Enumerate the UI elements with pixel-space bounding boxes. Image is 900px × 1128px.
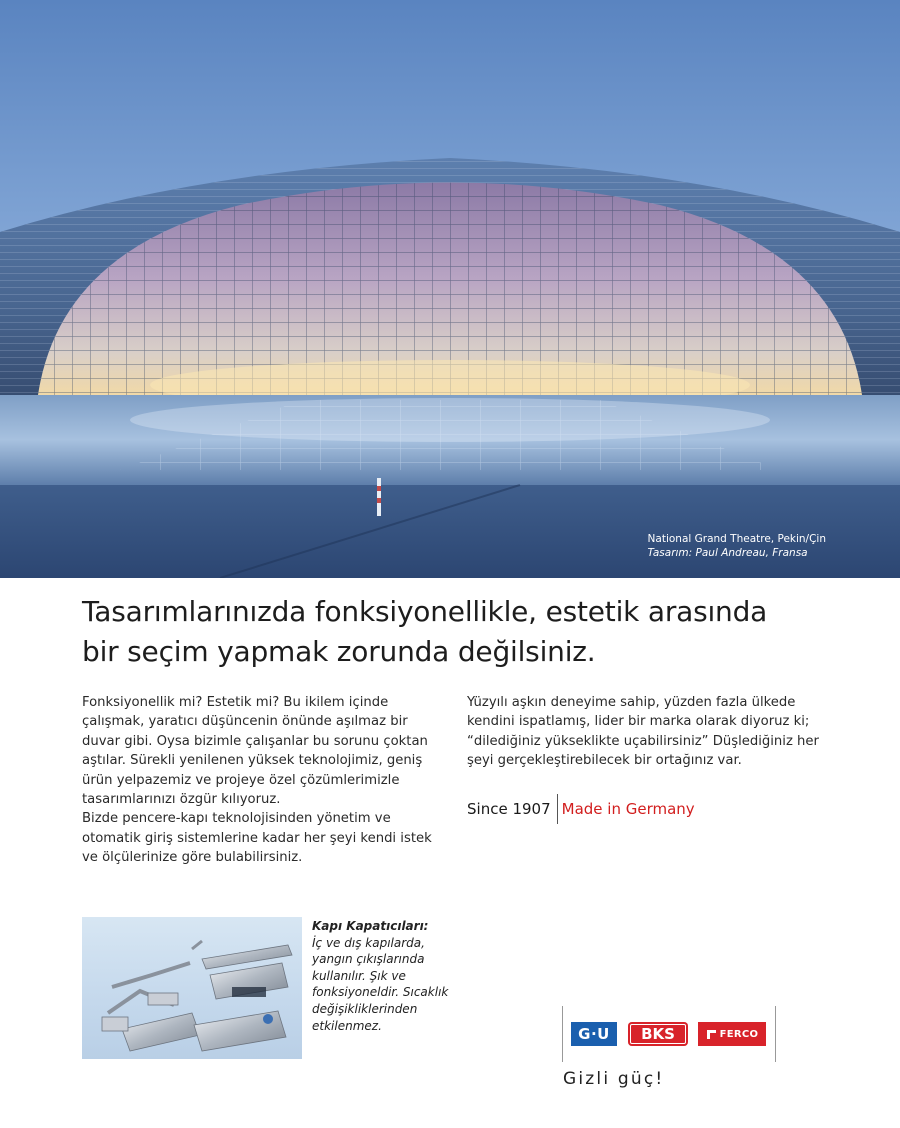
brand-logos [562,1006,776,1062]
ferco-logo [698,1022,766,1046]
gu-logo [571,1022,617,1046]
body-paragraph-1: Fonksiyonellik mi? Estetik mi? Bu ikilem içinde çalışmak, yaratıcı düşüncenin önünde aşılmaz bir duvar gibi. Oysa bizimle çalışanlar bu sorunu çoktan aştılar. Sürekli yenilenen yüksek teknolojimiz, geniş ürün yelpazemiz ve projeye özel çözümlerimizle tasarımlarınızı özgür kılıyoruz. [82,695,428,808]
made-in-germany-text: Made in Germany [561,800,695,818]
brand-tagline: Gizli güç! [563,1069,665,1089]
body-paragraph-2: Bizde pencere-kapı teknolojisinden yönetim ve otomatik giriş sistemlerine kadar her şeyi kendi istek ve ölçülerinize göre bulabilirsiniz. [82,811,432,866]
ferco-logo-text: FERCO [719,1028,759,1040]
body-left-column [82,693,432,868]
product-title: Kapı Kapatıcıları: [312,919,429,933]
bks-logo-text: BKS [641,1025,675,1043]
gu-logo-text: G·U [578,1025,610,1043]
bks-logo [628,1022,688,1046]
body-paragraph-3: Yüzyılı aşkın deneyime sahip, yüzden fazla ülkede kendini ispatlamış, lider bir marka olarak diyoruz ki; “dilediğiniz yükseklikte uçabilirsiniz” Düşlediğiniz her şeyi gerçekleştirebilecek bir ortağınız var. [467,695,819,769]
body-right-column [467,693,827,771]
since-made-row [467,794,695,824]
product-description [312,918,462,1034]
photo-caption [648,532,826,560]
caption-designer: Tasarım: Paul Andreau, Fransa [647,547,808,559]
brand-separator-right [775,1006,776,1062]
caption-title: National Grand Theatre, Pekin/Çin [647,533,826,545]
ferco-mark-icon [706,1029,717,1040]
since-divider [557,794,558,824]
headline [82,592,842,672]
headline-line-2: bir seçim yapmak zorunda değilsiniz. [82,635,596,668]
brand-separator-left [562,1006,563,1062]
since-text: Since 1907 [467,800,551,818]
product-body: İç ve dış kapılarda, yangın çıkışlarında kullanılır. Şık ve fonksiyoneldir. Sıcaklık değişikliklerinden etkilenmez. [312,935,449,1033]
product-photo [82,917,302,1059]
door-closer-photo-icon [82,917,302,1059]
headline-line-1: Tasarımlarınızda fonksiyonellikle, estetik arasında [82,595,768,628]
